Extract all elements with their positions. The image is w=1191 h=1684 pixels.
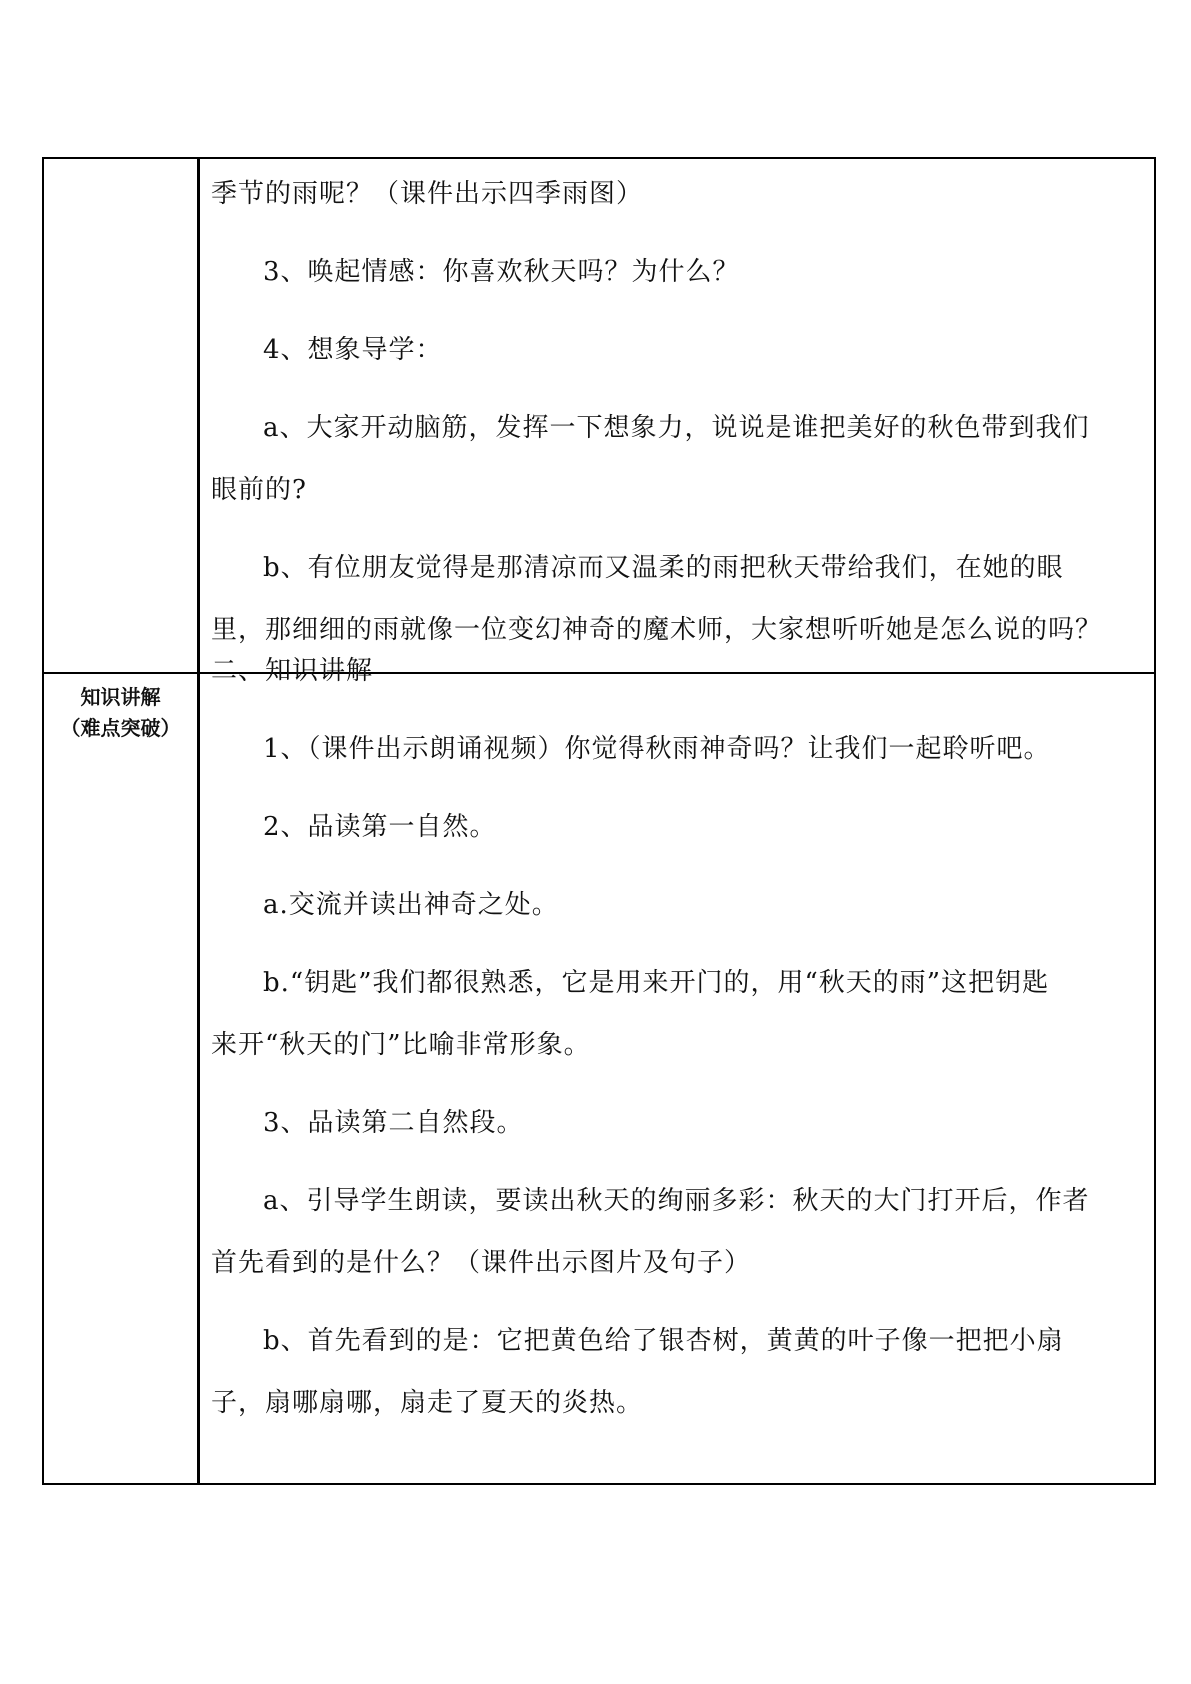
row1-line-6: b、有位朋友觉得是那清凉而又温柔的雨把秋天带给我们，在她的眼 [263, 553, 1064, 583]
row2-line-10: b、首先看到的是：它把黄色给了银杏树，黄黄的叶子像一把把小扇 [263, 1326, 1064, 1356]
row2-line-7: 3、品读第二自然段。 [263, 1108, 524, 1138]
row1-line-1: 季节的雨呢？（课件出示四季雨图） [211, 179, 644, 209]
section-label-line-2: （难点突破） [60, 716, 181, 740]
row1-line-7: 里，那细细的雨就像一位变幻神奇的魔术师，大家想听听她是怎么说的吗？ [211, 615, 1103, 645]
row2-content [211, 640, 1146, 1434]
row1-line-4: a、大家开动脑筋，发挥一下想象力，说说是谁把美好的秋色带到我们 [263, 413, 1090, 443]
row1-content [211, 163, 1146, 661]
row2-line-2: 1、（课件出示朗诵视频）你觉得秋雨神奇吗？让我们一起聆听吧。 [263, 734, 1051, 764]
row1-line-2: 3、唤起情感：你喜欢秋天吗？为什么？ [263, 257, 740, 287]
lesson-plan-table [42, 157, 1156, 1485]
row2-line-9: 首先看到的是什么？（课件出示图片及句子） [211, 1248, 752, 1278]
row2-line-1: 二、知识讲解 [211, 656, 374, 686]
row2-line-11: 子，扇哪扇哪，扇走了夏天的炎热。 [211, 1388, 644, 1418]
row2-line-5: b.“钥匙”我们都很熟悉，它是用来开门的，用“秋天的雨”这把钥匙 [263, 968, 1050, 998]
column-divider [197, 159, 200, 1483]
row1-line-3: 4、想象导学： [263, 335, 443, 365]
row1-line-5: 眼前的? [211, 475, 307, 505]
row2-line-4: a.交流并读出神奇之处。 [263, 890, 559, 920]
section-label-line-1: 知识讲解 [80, 685, 161, 709]
row2-line-8: a、引导学生朗读，要读出秋天的绚丽多彩：秋天的大门打开后，作者 [263, 1186, 1090, 1216]
row2-line-3: 2、品读第一自然。 [263, 812, 497, 842]
row2-line-6: 来开“秋天的门”比喻非常形象。 [211, 1030, 591, 1060]
section-label-knowledge [44, 682, 197, 744]
